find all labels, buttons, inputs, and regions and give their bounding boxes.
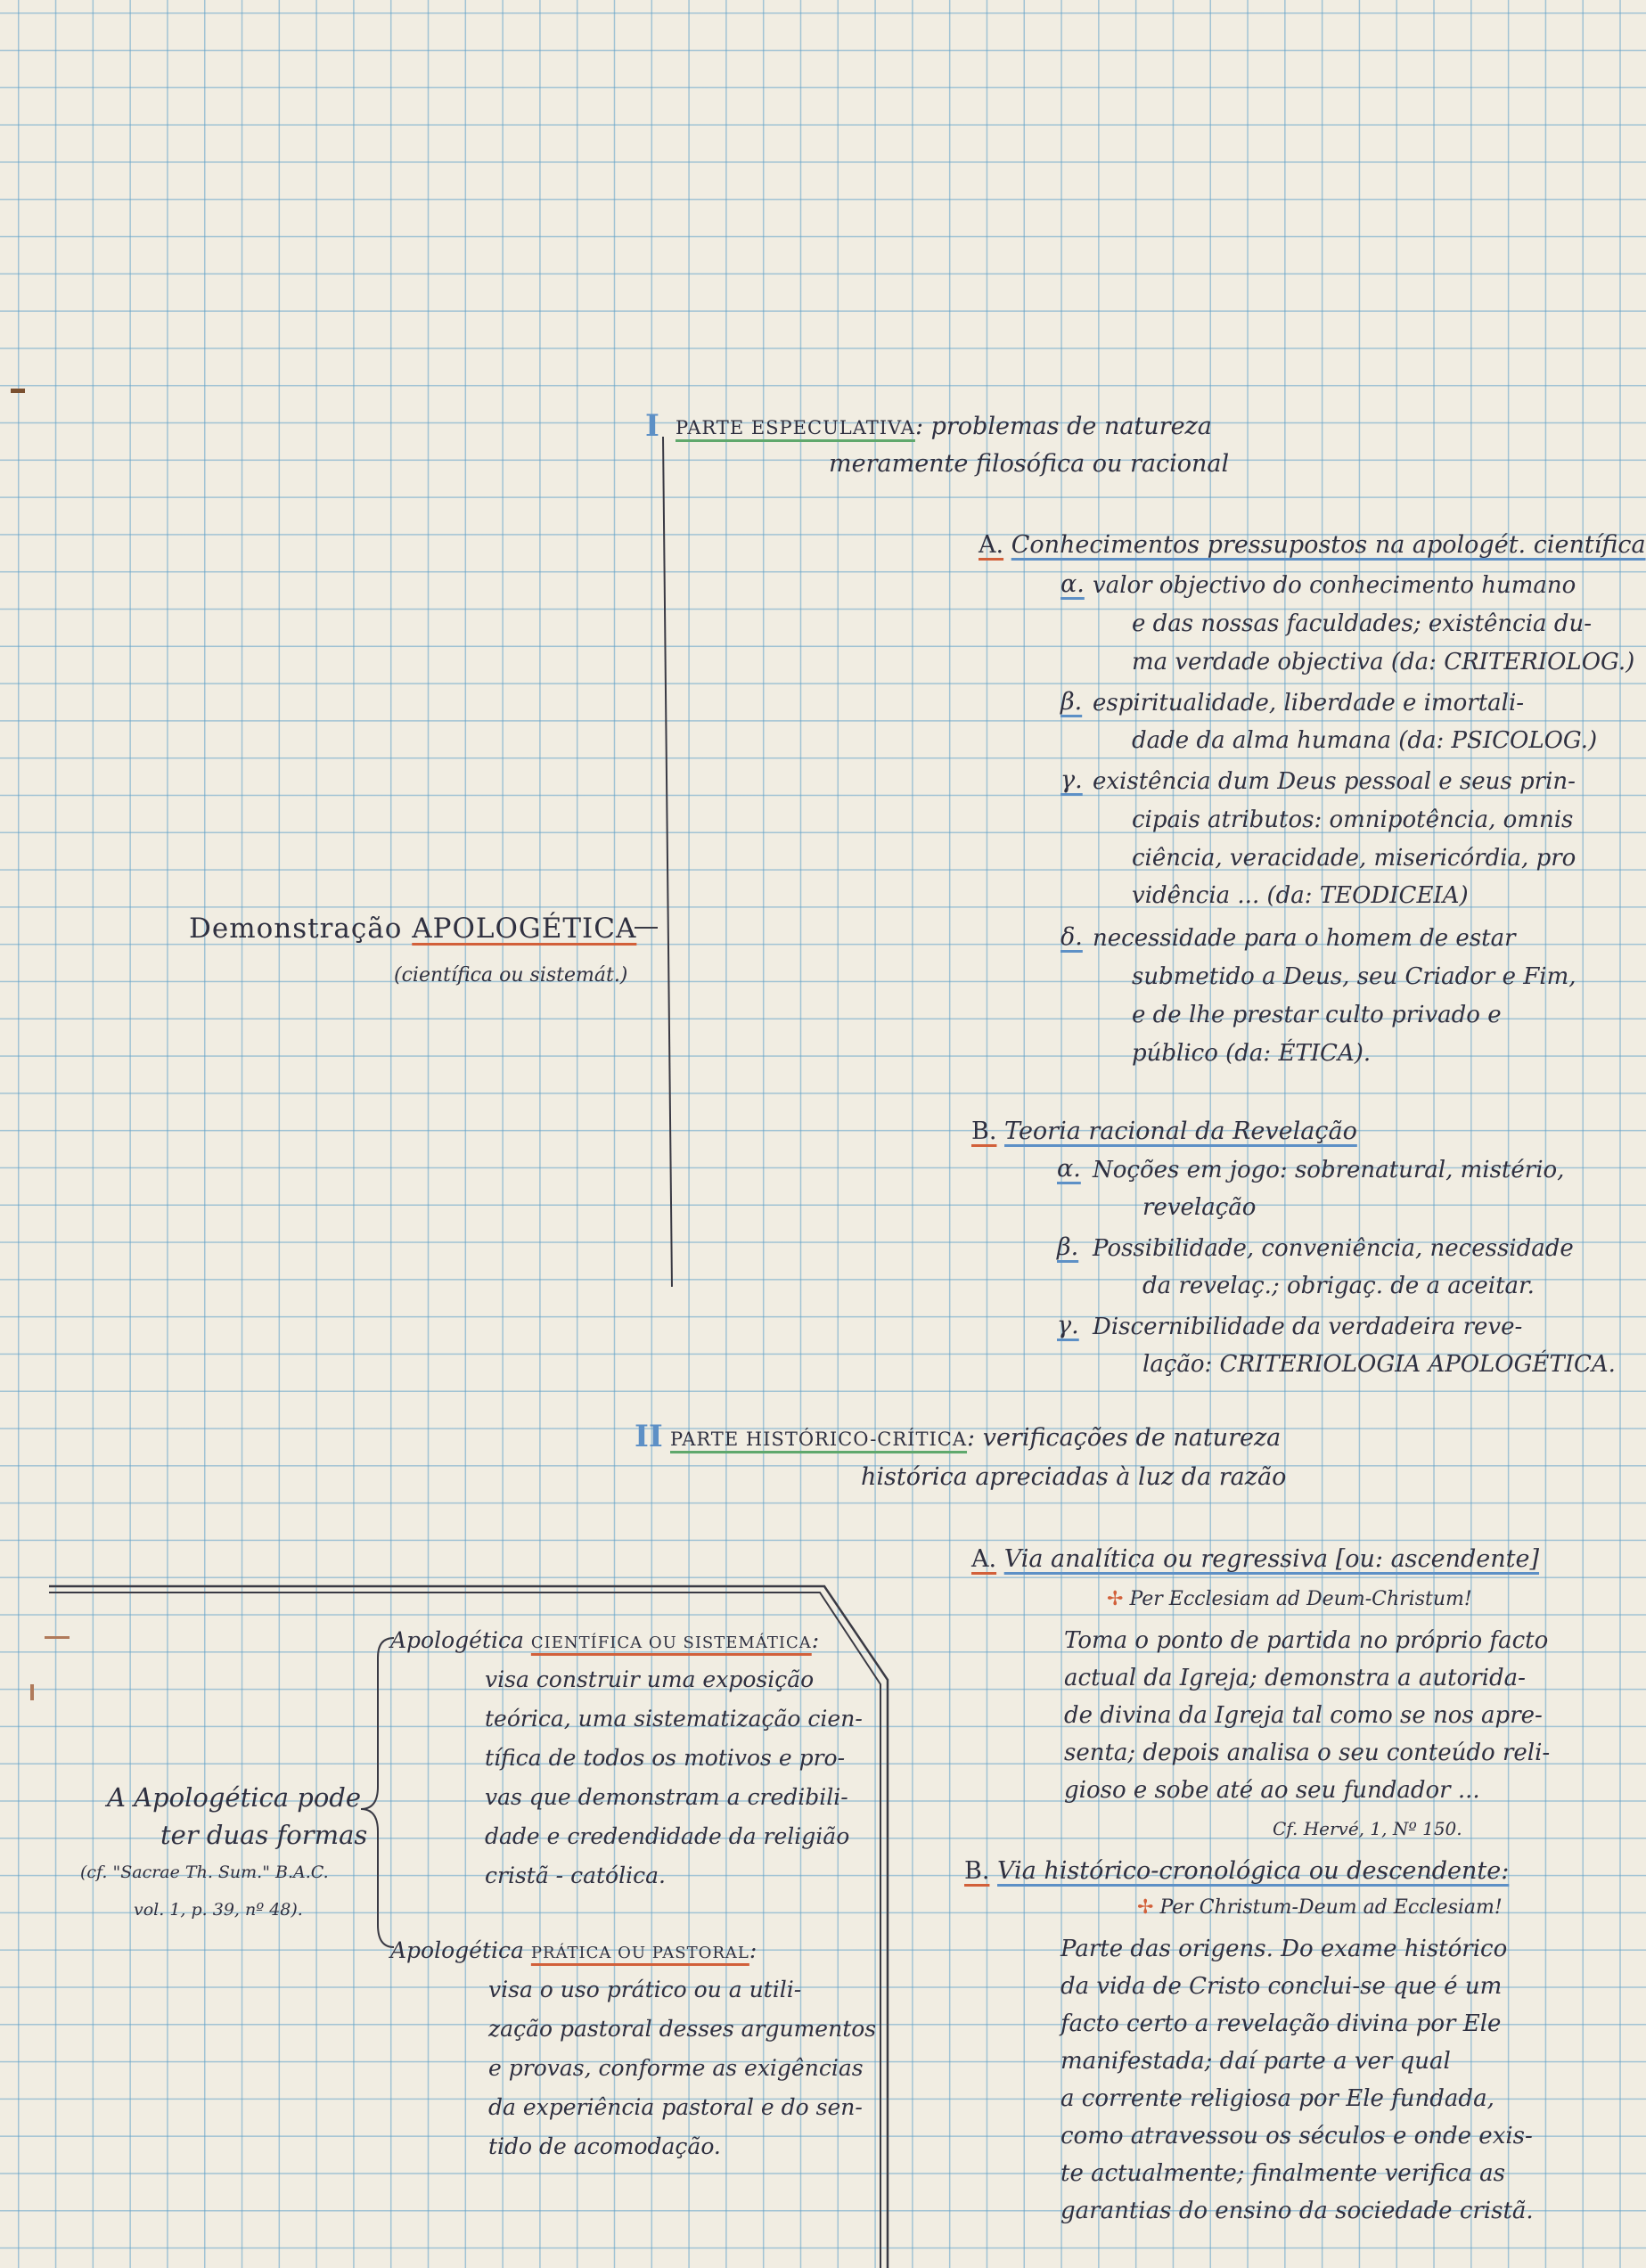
part2-a-line: actual da Igreja; demonstra a autorida- bbox=[1064, 1665, 1526, 1691]
part2-numeral: II bbox=[635, 1419, 663, 1454]
main-title-word: Demonstração bbox=[189, 913, 403, 945]
part1-a-gamma-line: existência dum Deus pessoal e seus prin- bbox=[1093, 768, 1576, 795]
box-pratica-line: da experiência pastoral e do sen- bbox=[488, 2094, 863, 2120]
cross-icon: ✢ bbox=[1137, 1896, 1154, 1919]
part2-a-line: de divina da Igreja tal como se nos apre- bbox=[1064, 1702, 1543, 1729]
part2-a-line: gioso e sobe até ao seu fundador ... bbox=[1064, 1777, 1480, 1804]
outline-spine-join bbox=[635, 927, 658, 929]
part1-a-title: Conhecimentos pressupostos na apologét. científica bbox=[1011, 531, 1646, 559]
part2-desc-line2: histórica apreciadas à luz da razão bbox=[861, 1463, 1287, 1491]
box-cientifica-line: dade e credendidade da religião bbox=[485, 1823, 850, 1849]
part1-heading-row bbox=[676, 413, 1212, 440]
cross-icon: ✢ bbox=[1107, 1588, 1124, 1610]
part1-a-gamma-line: vidência ... (da: TEODICEIA) bbox=[1132, 882, 1469, 909]
box-cientifica-head-caps: CIENTÍFICA OU SISTEMÁTICA bbox=[530, 1633, 812, 1652]
part1-a-alpha-line: valor objectivo do conhecimento humano bbox=[1093, 572, 1576, 599]
part1-a-letter: A. bbox=[979, 531, 1004, 559]
margin-ink-mark bbox=[45, 1636, 70, 1639]
part2-b-line: manifestada; daí parte a ver qual bbox=[1060, 2048, 1451, 2075]
box-intro-line: A Apologética pode bbox=[107, 1782, 362, 1813]
box-cientifica-line: tífica de todos os motivos e pro- bbox=[485, 1745, 846, 1771]
main-subtitle: (científica ou sistemát.) bbox=[394, 964, 628, 987]
part2-a-motto: Per Ecclesiam ad Deum-Christum! bbox=[1129, 1588, 1472, 1610]
part2-b-line: da vida de Cristo conclui-se que é um bbox=[1060, 1973, 1503, 2000]
box-intro-line: ter duas formas bbox=[160, 1820, 368, 1850]
part1-b-gamma-mark: γ. bbox=[1057, 1312, 1079, 1339]
part2-a-ref: Cf. Hervé, 1, Nº 150. bbox=[1273, 1818, 1462, 1839]
box-pratica-line: e provas, conforme as exigências bbox=[488, 2055, 864, 2081]
part1-a-alpha-line: ma verdade objectiva (da: CRITERIOLOG.) bbox=[1132, 649, 1635, 675]
part1-a-beta-line: espiritualidade, liberdade e imortali- bbox=[1093, 690, 1525, 716]
part2-b-line: garantias do ensino da sociedade cristã. bbox=[1060, 2198, 1534, 2224]
part2-heading: PARTE HISTÓRICO-CRÍTICA bbox=[670, 1429, 968, 1450]
box-pratica-head-word: Apologética bbox=[390, 1937, 524, 1963]
part1-a-gamma-line: ciência, veracidade, misericórdia, pro bbox=[1132, 845, 1576, 872]
box-pratica-line: visa o uso prático ou a utili- bbox=[488, 1977, 802, 2002]
part1-numeral: I bbox=[645, 408, 659, 444]
box-cientifica-line: visa construir uma exposição bbox=[485, 1666, 815, 1692]
part2-b-line: a corrente religiosa por Ele fundada, bbox=[1060, 2085, 1495, 2112]
part1-a-gamma-mark: γ. bbox=[1060, 766, 1083, 794]
part1-b-beta-line: Possibilidade, conveniência, necessidade bbox=[1093, 1235, 1574, 1262]
part1-a-beta-line: dade da alma humana (da: PSICOLOG.) bbox=[1132, 727, 1598, 754]
part1-b-alpha-line: revelação bbox=[1142, 1194, 1257, 1221]
part1-b-title: Teoria racional da Revelação bbox=[1004, 1118, 1357, 1145]
part1-b-alpha-mark: α. bbox=[1057, 1155, 1081, 1183]
part2-b-header bbox=[964, 1857, 1509, 1885]
part2-b-motto-row bbox=[1137, 1896, 1503, 1919]
part2-a-line: Toma o ponto de partida no próprio facto bbox=[1064, 1627, 1549, 1654]
part1-desc-line1: : problemas de natureza bbox=[914, 413, 1212, 440]
part1-b-header bbox=[971, 1118, 1357, 1145]
part1-b-gamma-line: lação: CRITERIOLOGIA APOLOGÉTICA. bbox=[1142, 1351, 1616, 1378]
box-cientifica-line: cristã - católica. bbox=[485, 1863, 666, 1888]
margin-ink-mark bbox=[11, 389, 25, 393]
part1-b-beta-line: da revelaç.; obrigaç. de a aceitar. bbox=[1142, 1273, 1535, 1299]
part2-b-title: Via histórico-cronológica ou descendente: bbox=[997, 1857, 1510, 1885]
part1-a-delta-line: público (da: ÉTICA). bbox=[1132, 1040, 1372, 1067]
margin-ink-mark bbox=[30, 1684, 34, 1700]
part1-a-delta-line: submetido a Deus, seu Criador e Fim, bbox=[1132, 963, 1576, 990]
main-title-caps: APOLOGÉTICA bbox=[412, 913, 637, 945]
box-cientifica-head-colon: : bbox=[811, 1627, 820, 1653]
part2-b-line: Parte das origens. Do exame histórico bbox=[1060, 1936, 1508, 1962]
box-cientifica-head bbox=[390, 1627, 819, 1653]
part1-a-alpha-line: e das nossas faculdades; existência du- bbox=[1132, 610, 1592, 637]
part2-desc-line1: : verificações de natureza bbox=[967, 1424, 1282, 1452]
part2-a-line: senta; depois analisa o seu conteúdo reli- bbox=[1064, 1740, 1551, 1766]
box-pratica-line: tido de acomodação. bbox=[488, 2133, 721, 2159]
box-cientifica-line: vas que demonstram a credibili- bbox=[485, 1784, 848, 1810]
part1-b-alpha-line: Noções em jogo: sobrenatural, mistério, bbox=[1093, 1157, 1565, 1183]
part2-b-motto: Per Christum-Deum ad Ecclesiam! bbox=[1159, 1896, 1503, 1919]
part2-heading-row bbox=[670, 1424, 1281, 1452]
outline-spine-line bbox=[662, 437, 673, 1287]
box-ref-line: (cf. "Sacrae Th. Sum." B.A.C. bbox=[80, 1863, 329, 1882]
part1-b-beta-mark: β. bbox=[1057, 1233, 1079, 1261]
part2-a-letter: A. bbox=[971, 1545, 997, 1573]
part2-b-line: como atravessou os séculos e onde exis- bbox=[1060, 2123, 1533, 2149]
part2-a-title: Via analítica ou regressiva [ou: ascendente] bbox=[1003, 1545, 1540, 1573]
part1-a-delta-line: e de lhe prestar culto privado e bbox=[1132, 1002, 1502, 1028]
part2-a-header bbox=[971, 1545, 1539, 1573]
part1-a-delta-line: necessidade para o homem de estar bbox=[1093, 925, 1516, 952]
part1-a-delta-mark: δ. bbox=[1060, 923, 1083, 951]
box-pratica-head-colon: : bbox=[749, 1937, 757, 1963]
box-cientifica-line: teórica, uma sistematização cien- bbox=[485, 1706, 863, 1732]
box-pratica-head bbox=[390, 1937, 757, 1963]
part1-a-gamma-line: cipais atributos: omnipotência, omnis bbox=[1132, 806, 1574, 833]
part1-a-beta-mark: β. bbox=[1060, 688, 1083, 716]
part2-a-motto-row bbox=[1107, 1588, 1472, 1610]
part1-b-gamma-line: Discernibilidade da verdadeira reve- bbox=[1093, 1314, 1523, 1340]
box-pratica-line: zação pastoral desses argumentos bbox=[488, 2016, 877, 2042]
part1-a-alpha-mark: α. bbox=[1060, 570, 1085, 598]
part2-b-letter: B. bbox=[964, 1857, 990, 1885]
part1-desc-line2: meramente filosófica ou racional bbox=[829, 450, 1230, 478]
box-ref-line: vol. 1, p. 39, nº 48). bbox=[134, 1900, 303, 1920]
box-cientifica-head-word: Apologética bbox=[390, 1627, 524, 1653]
box-pratica-head-caps: PRÁTICA OU PASTORAL bbox=[530, 1944, 749, 1962]
part2-b-line: facto certo a revelação divina por Ele bbox=[1060, 2010, 1502, 2037]
main-title bbox=[189, 913, 636, 945]
part1-heading: PARTE ESPECULATIVA bbox=[676, 417, 915, 438]
part1-a-header bbox=[979, 531, 1646, 559]
part2-b-line: te actualmente; finalmente verifica as bbox=[1060, 2160, 1505, 2187]
part1-b-letter: B. bbox=[971, 1118, 997, 1145]
